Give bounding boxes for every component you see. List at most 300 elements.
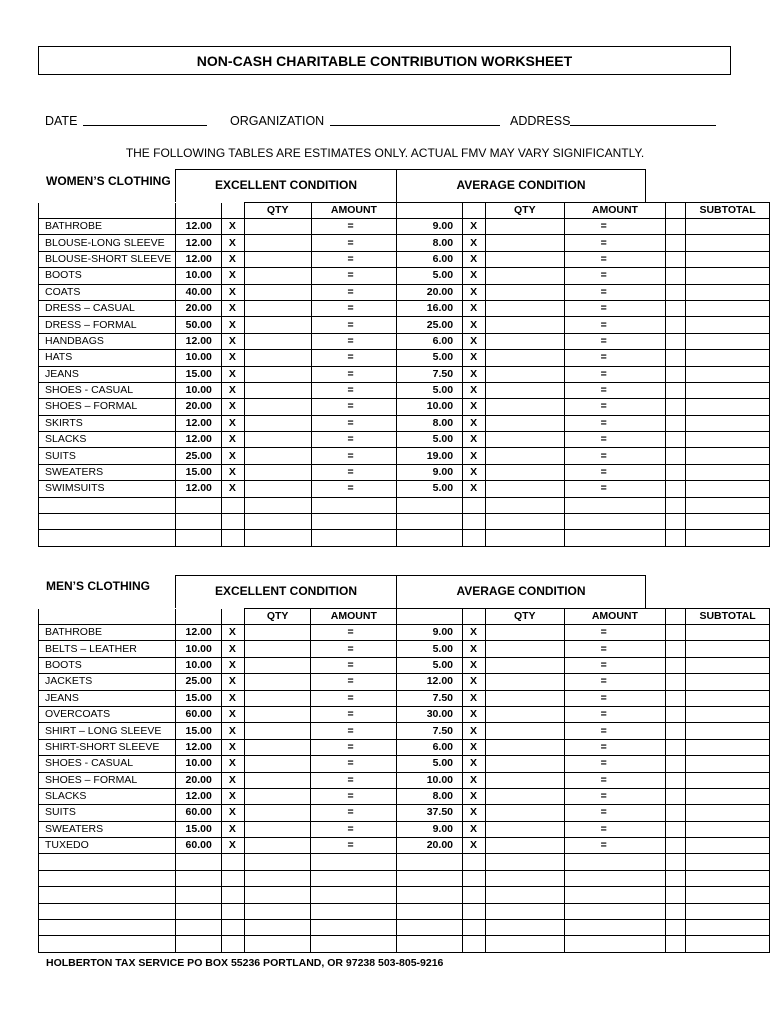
subtotal-input[interactable]: [686, 641, 770, 657]
equals-sign-cell[interactable]: [311, 723, 397, 739]
equals-sign-cell[interactable]: [311, 625, 397, 641]
equals-sign-cell[interactable]: [564, 268, 666, 284]
blank-cell[interactable]: [564, 903, 666, 919]
blank-cell[interactable]: [221, 903, 244, 919]
excellent-value: [175, 284, 221, 300]
blank-cell[interactable]: [39, 497, 176, 513]
average-qty-input[interactable]: [486, 219, 565, 235]
organization-input-line[interactable]: [330, 114, 500, 126]
average-value-text: 5.00: [432, 642, 453, 655]
blank-cell[interactable]: [311, 887, 397, 903]
average-qty-input[interactable]: [486, 350, 565, 366]
blank-cell[interactable]: [311, 936, 397, 952]
blank-cell[interactable]: [244, 854, 311, 870]
equals-sign-cell[interactable]: [564, 838, 666, 854]
equals-sign-cell[interactable]: [564, 641, 666, 657]
equals-sign-cell[interactable]: [311, 415, 397, 431]
excellent-qty-input[interactable]: [244, 739, 311, 755]
spacer-header-cell: [666, 609, 686, 625]
blank-cell[interactable]: [463, 530, 486, 546]
average-qty-input[interactable]: [486, 464, 565, 480]
average-qty-input[interactable]: [486, 366, 565, 382]
excellent-value: [175, 674, 221, 690]
equals-sign: =: [600, 252, 607, 265]
excellent-qty-input[interactable]: [244, 821, 311, 837]
subtotal-input[interactable]: [686, 251, 770, 267]
blank-cell[interactable]: [311, 514, 397, 530]
blank-cell[interactable]: [244, 936, 311, 952]
equals-sign-cell[interactable]: [311, 739, 397, 755]
blank-cell[interactable]: [39, 870, 176, 886]
average-qty-input[interactable]: [485, 788, 564, 804]
subtotal-input[interactable]: [686, 739, 770, 755]
blank-cell[interactable]: [686, 887, 770, 903]
equals-sign: =: [600, 708, 607, 721]
blank-cell[interactable]: [244, 903, 311, 919]
item-name-text: SWIMSUITS: [45, 482, 105, 495]
subtotal-input[interactable]: [686, 788, 770, 804]
blank-cell[interactable]: [311, 870, 397, 886]
average-qty-input[interactable]: [485, 723, 564, 739]
blank-cell[interactable]: [244, 887, 311, 903]
excellent-qty-input[interactable]: [244, 350, 311, 366]
blank-cell[interactable]: [244, 497, 311, 513]
excellent-qty-input[interactable]: [244, 415, 311, 431]
blank-cell[interactable]: [397, 497, 463, 513]
average-qty-input[interactable]: [486, 251, 565, 267]
excellent-qty-input[interactable]: [244, 805, 311, 821]
blank-cell[interactable]: [175, 920, 221, 936]
average-qty-input[interactable]: [485, 756, 564, 772]
blank-cell[interactable]: [221, 920, 244, 936]
equals-sign-cell[interactable]: [311, 366, 397, 382]
excellent-value-text: 12.00: [185, 482, 212, 495]
average-qty-input[interactable]: [485, 739, 564, 755]
multiply-sign: [221, 382, 244, 398]
blank-cell[interactable]: [175, 497, 221, 513]
equals-sign-cell[interactable]: [564, 219, 666, 235]
excellent-qty-input[interactable]: [244, 641, 311, 657]
item-name-text: SHIRT – LONG SLEEVE: [45, 724, 162, 737]
excellent-qty-input[interactable]: [244, 317, 311, 333]
blank-cell[interactable]: [397, 530, 463, 546]
blank-cell[interactable]: [175, 870, 221, 886]
blank-cell[interactable]: [463, 870, 486, 886]
blank-cell[interactable]: [221, 936, 244, 952]
average-qty-input[interactable]: [486, 284, 565, 300]
equals-sign: =: [600, 839, 607, 852]
table-row: [39, 821, 770, 837]
equals-sign-cell[interactable]: [311, 448, 397, 464]
average-qty-input[interactable]: [485, 641, 564, 657]
equals-sign-cell[interactable]: [311, 838, 397, 854]
blank-cell[interactable]: [39, 854, 176, 870]
subtotal-input[interactable]: [686, 838, 770, 854]
blank-cell[interactable]: [221, 514, 244, 530]
item-name: [39, 333, 176, 349]
subtotal-input[interactable]: [686, 333, 770, 349]
average-qty-input[interactable]: [485, 772, 564, 788]
blank-cell[interactable]: [485, 936, 564, 952]
spacer-cell: [666, 674, 686, 690]
average-qty-input[interactable]: [485, 838, 564, 854]
blank-cell[interactable]: [311, 903, 397, 919]
equals-sign-cell[interactable]: [311, 805, 397, 821]
equals-sign-cell[interactable]: [564, 464, 666, 480]
equals-sign: =: [347, 724, 354, 737]
blank-cell[interactable]: [397, 854, 463, 870]
blank-cell[interactable]: [39, 887, 176, 903]
blank-cell[interactable]: [221, 870, 244, 886]
blank-cell[interactable]: [463, 854, 486, 870]
subtotal-input[interactable]: [686, 657, 770, 673]
blank-cell[interactable]: [485, 887, 564, 903]
equals-sign-cell[interactable]: [564, 788, 666, 804]
excellent-qty-input[interactable]: [244, 333, 311, 349]
blank-cell[interactable]: [485, 903, 564, 919]
equals-sign-cell[interactable]: [564, 284, 666, 300]
multiply-sign: [221, 235, 244, 251]
blank-cell[interactable]: [175, 887, 221, 903]
excellent-qty-input[interactable]: [244, 838, 311, 854]
blank-cell[interactable]: [175, 903, 221, 919]
blank-cell[interactable]: [485, 920, 564, 936]
blank-cell[interactable]: [564, 497, 666, 513]
subtotal-input[interactable]: [686, 350, 770, 366]
average-qty-input[interactable]: [485, 821, 564, 837]
blank-cell[interactable]: [686, 530, 770, 546]
blank-cell[interactable]: [244, 530, 311, 546]
subtotal-input[interactable]: [686, 399, 770, 415]
blank-cell[interactable]: [666, 497, 686, 513]
blank-cell[interactable]: [564, 870, 666, 886]
excellent-qty-input[interactable]: [244, 464, 311, 480]
average-qty-input[interactable]: [485, 657, 564, 673]
average-qty-input[interactable]: [486, 317, 565, 333]
equals-sign-cell[interactable]: [564, 350, 666, 366]
average-qty-input[interactable]: [485, 706, 564, 722]
equals-sign-cell[interactable]: [311, 481, 397, 497]
equals-sign-cell[interactable]: [311, 821, 397, 837]
multiply-sign-text: X: [470, 724, 478, 737]
excellent-qty-input[interactable]: [244, 723, 311, 739]
subtotal-input[interactable]: [686, 284, 770, 300]
blank-cell[interactable]: [397, 936, 463, 952]
equals-sign-cell[interactable]: [564, 251, 666, 267]
blank-cell[interactable]: [463, 514, 486, 530]
excellent-qty-input[interactable]: [244, 251, 311, 267]
estimate-notice: THE FOLLOWING TABLES ARE ESTIMATES ONLY. ACTUAL FMV MAY VARY SIGNIFICANTLY.: [125, 146, 645, 160]
excellent-qty-input[interactable]: [244, 690, 311, 706]
blank-cell[interactable]: [397, 887, 463, 903]
blank-cell[interactable]: [244, 920, 311, 936]
subtotal-input[interactable]: [686, 448, 770, 464]
average-qty-input[interactable]: [486, 415, 565, 431]
average-qty-input[interactable]: [485, 690, 564, 706]
average-value-text: 37.50: [426, 806, 453, 819]
multiply-sign-text: X: [470, 269, 478, 282]
item-name-text: BOOTS: [45, 269, 82, 282]
subtotal-input[interactable]: [686, 481, 770, 497]
excellent-qty-input[interactable]: [244, 625, 311, 641]
subtotal-input[interactable]: [686, 464, 770, 480]
subtotal-input[interactable]: [686, 415, 770, 431]
equals-sign-cell[interactable]: [564, 399, 666, 415]
excellent-qty-input[interactable]: [244, 788, 311, 804]
address-input-line[interactable]: [570, 114, 716, 126]
subtotal-input[interactable]: [686, 432, 770, 448]
average-qty-input[interactable]: [486, 268, 565, 284]
blank-cell[interactable]: [485, 870, 564, 886]
item-name-text: SLACKS: [45, 433, 87, 446]
average-qty-input[interactable]: [485, 625, 564, 641]
blank-cell[interactable]: [463, 887, 486, 903]
equals-sign-cell[interactable]: [564, 657, 666, 673]
equals-sign-cell[interactable]: [564, 723, 666, 739]
excellent-value-text: 10.00: [185, 757, 212, 770]
excellent-qty-input[interactable]: [244, 674, 311, 690]
average-value: [397, 805, 463, 821]
blank-cell[interactable]: [175, 514, 221, 530]
blank-cell[interactable]: [564, 920, 666, 936]
subtotal-input[interactable]: [686, 219, 770, 235]
equals-sign-cell[interactable]: [311, 706, 397, 722]
equals-sign: =: [347, 675, 354, 688]
subtotal-input[interactable]: [686, 625, 770, 641]
equals-sign-cell[interactable]: [564, 625, 666, 641]
excellent-qty-input[interactable]: [244, 706, 311, 722]
excellent-qty-input[interactable]: [244, 219, 311, 235]
equals-sign-cell[interactable]: [311, 432, 397, 448]
spacer-cell: [666, 268, 686, 284]
average-qty-input[interactable]: [485, 805, 564, 821]
blank-cell[interactable]: [666, 920, 686, 936]
equals-sign-cell[interactable]: [311, 219, 397, 235]
blank-cell[interactable]: [564, 936, 666, 952]
blank-cell[interactable]: [564, 854, 666, 870]
table-row: [39, 399, 770, 415]
blank-cell[interactable]: [666, 854, 686, 870]
equals-sign-cell[interactable]: [311, 657, 397, 673]
item-name: [39, 399, 176, 415]
equals-sign-cell[interactable]: [311, 690, 397, 706]
equals-sign-cell[interactable]: [564, 333, 666, 349]
price-header-cell: [175, 203, 221, 219]
excellent-qty-input[interactable]: [244, 448, 311, 464]
blank-cell[interactable]: [666, 903, 686, 919]
equals-sign-cell[interactable]: [311, 756, 397, 772]
subtotal-input[interactable]: [686, 268, 770, 284]
blank-cell[interactable]: [175, 936, 221, 952]
average-qty-input[interactable]: [486, 382, 565, 398]
subtotal-input[interactable]: [686, 805, 770, 821]
average-qty-input[interactable]: [486, 333, 565, 349]
multiply-sign-text: X: [228, 285, 236, 298]
subtotal-input[interactable]: [686, 366, 770, 382]
equals-sign-cell[interactable]: [564, 415, 666, 431]
blank-cell[interactable]: [175, 854, 221, 870]
subtotal-input[interactable]: [686, 821, 770, 837]
subtotal-input[interactable]: [686, 317, 770, 333]
equals-sign-cell[interactable]: [311, 641, 397, 657]
blank-cell[interactable]: [311, 854, 397, 870]
excellent-qty-input[interactable]: [244, 366, 311, 382]
equals-sign-cell[interactable]: [564, 382, 666, 398]
equals-sign-cell[interactable]: [564, 235, 666, 251]
blank-cell[interactable]: [666, 870, 686, 886]
equals-sign-cell[interactable]: [564, 821, 666, 837]
subtotal-input[interactable]: [686, 723, 770, 739]
blank-cell[interactable]: [486, 514, 565, 530]
equals-sign-cell[interactable]: [311, 788, 397, 804]
blank-cell[interactable]: [686, 854, 770, 870]
equals-sign-cell[interactable]: [564, 739, 666, 755]
blank-cell[interactable]: [666, 936, 686, 952]
blank-cell[interactable]: [221, 887, 244, 903]
subtotal-input[interactable]: [686, 300, 770, 316]
blank-cell[interactable]: [39, 514, 176, 530]
equals-sign-cell[interactable]: [311, 399, 397, 415]
subtotal-input[interactable]: [686, 674, 770, 690]
blank-cell[interactable]: [221, 854, 244, 870]
blank-cell[interactable]: [564, 514, 666, 530]
subtotal-input[interactable]: [686, 690, 770, 706]
multiply-sign: [463, 756, 486, 772]
subtotal-input[interactable]: [686, 382, 770, 398]
average-value-text: 12.00: [426, 675, 453, 688]
equals-sign-cell[interactable]: [311, 284, 397, 300]
blank-cell[interactable]: [463, 936, 486, 952]
excellent-qty-input[interactable]: [244, 756, 311, 772]
blank-cell[interactable]: [221, 530, 244, 546]
item-name-text: HATS: [45, 351, 73, 364]
blank-cell[interactable]: [39, 530, 176, 546]
average-value: [397, 284, 463, 300]
blank-cell[interactable]: [463, 903, 486, 919]
equals-sign-cell[interactable]: [564, 448, 666, 464]
average-qty-input[interactable]: [486, 235, 565, 251]
subtotal-input[interactable]: [686, 235, 770, 251]
average-qty-header: QTY: [485, 609, 564, 625]
blank-cell[interactable]: [175, 530, 221, 546]
blank-cell[interactable]: [311, 497, 397, 513]
equals-sign-cell[interactable]: [311, 464, 397, 480]
blank-cell[interactable]: [397, 903, 463, 919]
blank-cell[interactable]: [244, 514, 311, 530]
excellent-qty-input[interactable]: [244, 432, 311, 448]
average-qty-input[interactable]: [486, 300, 565, 316]
equals-sign-cell[interactable]: [311, 350, 397, 366]
blank-cell[interactable]: [485, 854, 564, 870]
equals-sign-cell[interactable]: [311, 251, 397, 267]
blank-cell[interactable]: [39, 903, 176, 919]
equals-sign-cell[interactable]: [311, 317, 397, 333]
blank-cell[interactable]: [564, 887, 666, 903]
blank-cell[interactable]: [463, 920, 486, 936]
spacer-cell: [666, 300, 686, 316]
equals-sign-cell[interactable]: [564, 674, 666, 690]
spacer-cell: [666, 756, 686, 772]
excellent-qty-input[interactable]: [244, 382, 311, 398]
excellent-qty-input[interactable]: [244, 300, 311, 316]
table-row: [39, 300, 770, 316]
equals-sign-cell[interactable]: [311, 268, 397, 284]
excellent-qty-input[interactable]: [244, 772, 311, 788]
blank-cell[interactable]: [486, 530, 565, 546]
blank-cell[interactable]: [397, 920, 463, 936]
excellent-qty-input[interactable]: [244, 657, 311, 673]
equals-sign-cell[interactable]: [311, 300, 397, 316]
blank-cell[interactable]: [397, 870, 463, 886]
average-qty-input[interactable]: [486, 399, 565, 415]
blank-cell[interactable]: [221, 497, 244, 513]
excellent-qty-input[interactable]: [244, 284, 311, 300]
blank-cell[interactable]: [666, 514, 686, 530]
blank-cell[interactable]: [39, 936, 176, 952]
equals-sign-cell[interactable]: [564, 366, 666, 382]
blank-cell[interactable]: [666, 887, 686, 903]
date-input-line[interactable]: [83, 114, 207, 126]
equals-sign-cell[interactable]: [564, 756, 666, 772]
blank-row: [39, 497, 770, 513]
equals-sign-cell[interactable]: [564, 772, 666, 788]
equals-sign: =: [347, 334, 354, 347]
blank-cell[interactable]: [39, 920, 176, 936]
blank-cell[interactable]: [486, 497, 565, 513]
equals-sign-cell[interactable]: [311, 382, 397, 398]
average-qty-input[interactable]: [486, 448, 565, 464]
average-qty-input[interactable]: [486, 432, 565, 448]
blank-cell[interactable]: [397, 514, 463, 530]
equals-sign-cell[interactable]: [564, 690, 666, 706]
blank-cell[interactable]: [311, 920, 397, 936]
blank-cell[interactable]: [244, 870, 311, 886]
blank-cell[interactable]: [686, 936, 770, 952]
subtotal-input[interactable]: [686, 706, 770, 722]
equals-sign-cell[interactable]: [311, 772, 397, 788]
equals-sign-cell[interactable]: [564, 706, 666, 722]
blank-cell[interactable]: [463, 497, 486, 513]
average-value-text: 8.00: [432, 416, 454, 429]
blank-cell[interactable]: [686, 920, 770, 936]
equals-sign-cell[interactable]: [311, 235, 397, 251]
equals-sign-cell[interactable]: [564, 481, 666, 497]
blank-cell[interactable]: [311, 530, 397, 546]
average-condition-heading: AVERAGE CONDITION: [456, 178, 586, 192]
blank-cell[interactable]: [686, 514, 770, 530]
excellent-qty-input[interactable]: [244, 235, 311, 251]
blank-cell[interactable]: [666, 530, 686, 546]
equals-sign-cell[interactable]: [564, 432, 666, 448]
blank-cell[interactable]: [564, 530, 666, 546]
average-qty-input[interactable]: [485, 674, 564, 690]
average-value: [397, 399, 463, 415]
excellent-qty-input[interactable]: [244, 399, 311, 415]
excellent-qty-input[interactable]: [244, 268, 311, 284]
excellent-qty-input[interactable]: [244, 481, 311, 497]
blank-cell[interactable]: [686, 497, 770, 513]
blank-cell[interactable]: [686, 903, 770, 919]
equals-sign-cell[interactable]: [311, 674, 397, 690]
equals-sign-cell[interactable]: [564, 300, 666, 316]
blank-cell[interactable]: [686, 870, 770, 886]
equals-sign-cell[interactable]: [564, 805, 666, 821]
equals-sign-cell[interactable]: [564, 317, 666, 333]
average-qty-input[interactable]: [486, 481, 565, 497]
equals-sign-cell[interactable]: [311, 333, 397, 349]
subtotal-input[interactable]: [686, 772, 770, 788]
subtotal-input[interactable]: [686, 756, 770, 772]
